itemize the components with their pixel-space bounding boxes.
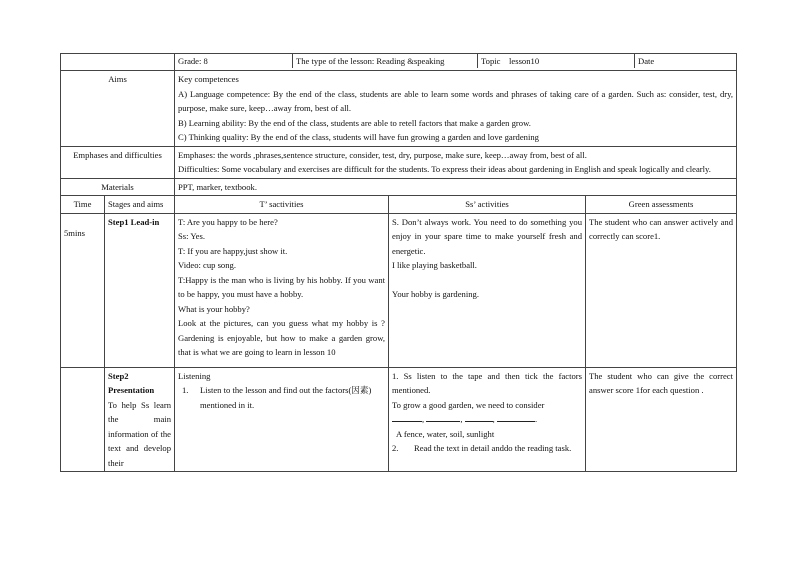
header-blank-cell <box>61 54 175 71</box>
header-row <box>61 54 737 71</box>
step2-student-prompt: To grow a good garden, we need to consider <box>392 399 545 410</box>
step2-students <box>389 367 586 472</box>
blank-separator: , <box>422 414 425 424</box>
grade-label: Grade: 8 <box>178 56 208 66</box>
step2-row <box>61 367 737 472</box>
aims-label: Aims <box>61 71 175 147</box>
materials-row <box>61 178 737 196</box>
step2-student-item2-text: Read the text in detail anddo the reading task. <box>414 443 572 453</box>
answer-blank[interactable] <box>426 413 463 424</box>
lesson-plan-table <box>60 53 737 472</box>
blank-separator: , <box>492 414 495 424</box>
col-header-assessment: Green assessments <box>586 196 737 214</box>
aims-line: A) Language competence: By the end of the class, students are able to learn some words and phrases of taking care of a garden. Such as: consider, test, dry, purpose, make sure, keep…away from, best of all. <box>178 88 733 113</box>
answer-blank[interactable] <box>497 413 538 424</box>
blank-end: . <box>534 414 538 424</box>
step2-student-item2 <box>392 441 582 456</box>
step1-time <box>61 213 105 367</box>
step1-stage <box>105 213 175 367</box>
col-header-stages <box>105 196 175 214</box>
topic-label: Topic lesson10 <box>477 54 634 68</box>
col-header-s-activities: Ss’ activities <box>389 196 586 214</box>
answer-blank[interactable] <box>465 413 493 422</box>
blank-separator: , <box>460 414 463 424</box>
aims-row <box>61 71 737 147</box>
aims-line: Key competences <box>178 74 239 84</box>
teacher-line: T: Are you happy to be here? <box>178 216 278 227</box>
step2-assessment: The student who can give the correct answer score 1for each question . <box>586 367 737 472</box>
step2-blanks <box>392 412 582 427</box>
teacher-line: T:Happy is the man who is living by his hobby. If you want to be happy, you must have a hobby. <box>178 274 385 299</box>
materials-value: PPT, marker, textbook. <box>175 178 737 196</box>
student-line: Your hobby is gardening. <box>392 288 479 299</box>
aims-content <box>175 71 737 147</box>
emphases-content <box>175 146 737 178</box>
column-header-row <box>61 196 737 214</box>
step2-teacher <box>175 367 389 472</box>
step1-assessment: The student who can answer actively and correctly can score1. <box>586 213 737 367</box>
step2-student-item1: 1. Ss listen to the tape and then tick the factors mentioned. <box>392 370 582 395</box>
step2-stage-title: Step2 Presentation <box>108 370 155 395</box>
step2-time <box>61 367 105 472</box>
materials-label: Materials <box>61 178 175 196</box>
difficulties-text: Difficulties: Some vocabulary and exercises are difficult for the students. To express their ideas about gardening in English and speak logically and clearly. <box>178 164 711 174</box>
step1-row <box>61 213 737 367</box>
aims-line: B) Learning ability: By the end of the class, students are able to retell factors that make a garden grow. <box>178 117 531 128</box>
emphases-text: Emphases: the words ,phrases,sentence structure, consider, test, dry, purpose, make sure, keep…away from, best of all. <box>178 149 587 160</box>
step2-teacher-item <box>178 383 385 412</box>
step2-teacher-item-text: Listen to the lesson and find out the factors(因素) mentioned in it. <box>200 385 372 410</box>
step1-stage-text: Step1 Lead-in <box>108 216 160 227</box>
step1-students <box>389 213 586 367</box>
date-label: Date <box>634 54 736 68</box>
col-header-t-activities: T’ sactivities <box>175 196 389 214</box>
step1-time-text: 5mins <box>64 227 86 238</box>
emphases-row <box>61 146 737 178</box>
teacher-line: Ss: Yes. <box>178 231 205 241</box>
col-header-stages-text: Stages and aims <box>108 199 164 209</box>
step2-teacher-item-num: 1. <box>182 385 189 395</box>
step2-stage-aim: To help Ss learn the main information of the text and develop their <box>108 399 171 468</box>
step2-student-answer: A fence, water, soil, sunlight <box>396 428 495 439</box>
teacher-line: T: If you are happy,just show it. <box>178 245 288 256</box>
lesson-type-label: The type of the lesson: Reading &speaking <box>292 54 477 68</box>
teacher-line: Video: cup song. <box>178 260 236 270</box>
step2-stage <box>105 367 175 472</box>
teacher-line: What is your hobby? <box>178 303 250 314</box>
step2-teacher-heading: Listening <box>178 370 211 381</box>
teacher-line: Look at the pictures, can you guess what my hobby is ? Gardening is enjoyable, but how to make a garden grow, that is what we are going to learn in lesson 10 <box>178 318 385 357</box>
aims-line: C) Thinking quality: By the end of the class, students will have fun growing a garden and love gardening <box>178 132 539 142</box>
header-info-cell <box>175 54 737 71</box>
emphases-label: Emphases and difficulties <box>61 146 175 178</box>
answer-blank[interactable] <box>392 413 425 424</box>
student-line: I like playing basketball. <box>392 260 477 270</box>
col-header-time: Time <box>61 196 105 214</box>
student-line: S. Don’t always work. You need to do something you enjoy in your spare time to make yourself fresh and energetic. <box>392 216 582 256</box>
step1-teacher <box>175 213 389 367</box>
step2-student-item2-num: 2. <box>392 443 399 453</box>
lesson-plan-sheet <box>60 53 736 472</box>
